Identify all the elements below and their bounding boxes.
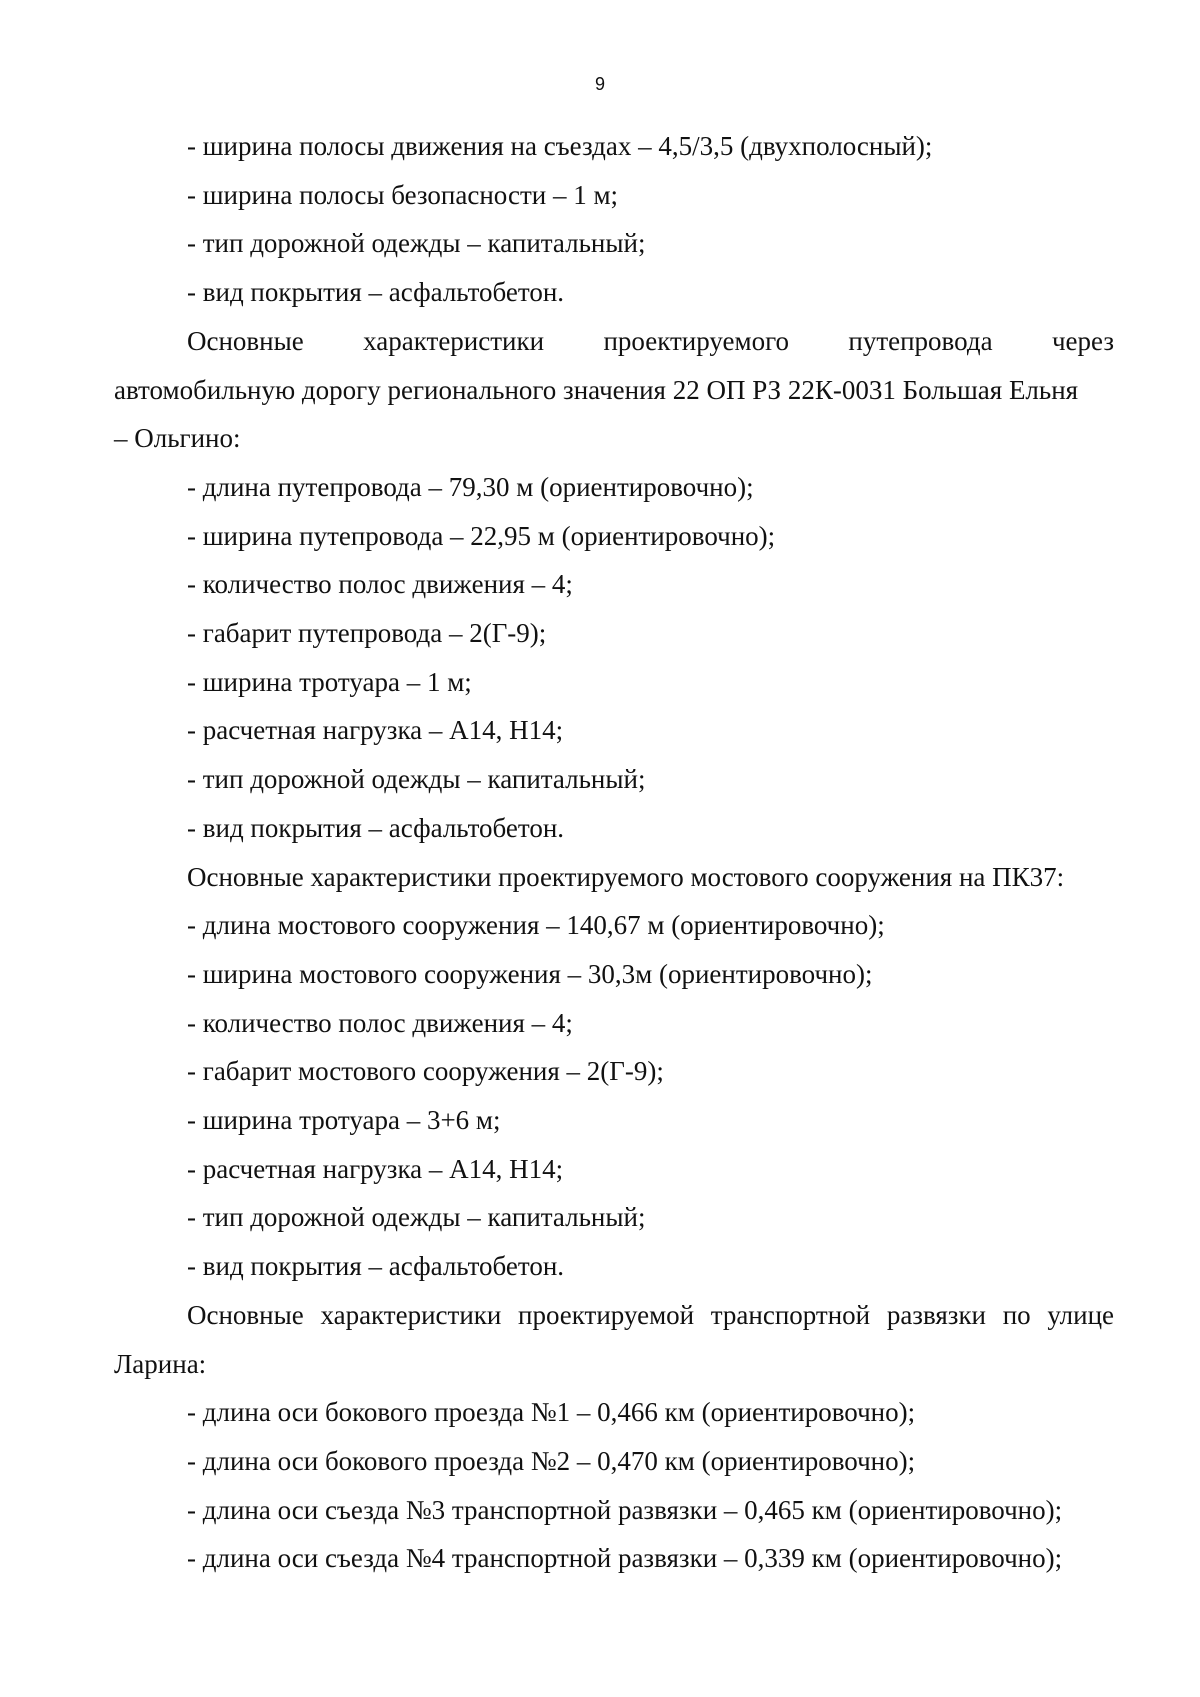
- paragraph-overpass-heading: Основные характеристики проектируемого путепровода через: [187, 325, 1114, 356]
- list-item: - ширина полосы движения на съездах – 4,5/3,5 (двухполосный);: [187, 131, 933, 161]
- list-item: - длина оси съезда №4 транспортной развязки – 0,339 км (ориентировочно);: [187, 1543, 1063, 1574]
- page-number: 9: [594, 74, 605, 94]
- list-item: - ширина мостового сооружения – 30,3м (ориентировочно);: [187, 958, 873, 989]
- document-body: [114, 122, 1114, 1583]
- paragraph-interchange-heading-end: Ларина:: [114, 1348, 207, 1379]
- list-item: - длина оси съезда №3 транспортной развязки – 0,465 км (ориентировочно);: [187, 1494, 1063, 1525]
- list-item: - ширина тротуара – 3+6 м;: [187, 1105, 501, 1136]
- list-item: - вид покрытия – асфальтобетон.: [187, 277, 565, 308]
- list-item: - ширина полосы безопасности – 1 м;: [187, 179, 619, 210]
- list-item: - габарит мостового сооружения – 2(Г-9);: [187, 1056, 664, 1087]
- list-item: - количество полос движения – 4;: [187, 1007, 573, 1038]
- list-item: - расчетная нагрузка – А14, Н14;: [187, 1153, 564, 1184]
- list-item: - тип дорожной одежды – капитальный;: [187, 228, 646, 259]
- list-item: - тип дорожной одежды – капитальный;: [187, 1202, 646, 1233]
- paragraph-overpass-heading-end: – Ольгино:: [114, 423, 241, 454]
- paragraph-interchange-heading: Основные характеристики проектируемой транспортной развязки по улице: [187, 1299, 1114, 1330]
- list-item: - ширина путепровода – 22,95 м (ориентировочно);: [187, 520, 776, 551]
- list-item: - длина путепровода – 79,30 м (ориентировочно);: [187, 471, 754, 502]
- list-item: - длина оси бокового проезда №1 – 0,466 км (ориентировочно);: [187, 1397, 916, 1428]
- list-item: - габарит путепровода – 2(Г-9);: [187, 618, 547, 649]
- list-item: - вид покрытия – асфальтобетон.: [187, 1251, 565, 1282]
- list-item: - ширина тротуара – 1 м;: [187, 666, 472, 697]
- paragraph-bridge-heading: Основные характеристики проектируемого мостового сооружения на ПК37:: [187, 861, 1065, 892]
- paragraph-overpass-heading-cont: автомобильную дорогу регионального значения 22 ОП РЗ 22К-0031 Большая Ельня: [114, 374, 1079, 405]
- list-item: - расчетная нагрузка – А14, Н14;: [187, 715, 564, 746]
- list-item: - тип дорожной одежды – капитальный;: [187, 764, 646, 795]
- list-item: - длина мостового сооружения – 140,67 м (ориентировочно);: [187, 910, 885, 941]
- list-item: - количество полос движения – 4;: [187, 569, 573, 600]
- list-item: - вид покрытия – асфальтобетон.: [187, 812, 565, 843]
- list-item: - длина оси бокового проезда №2 – 0,470 км (ориентировочно);: [187, 1445, 916, 1476]
